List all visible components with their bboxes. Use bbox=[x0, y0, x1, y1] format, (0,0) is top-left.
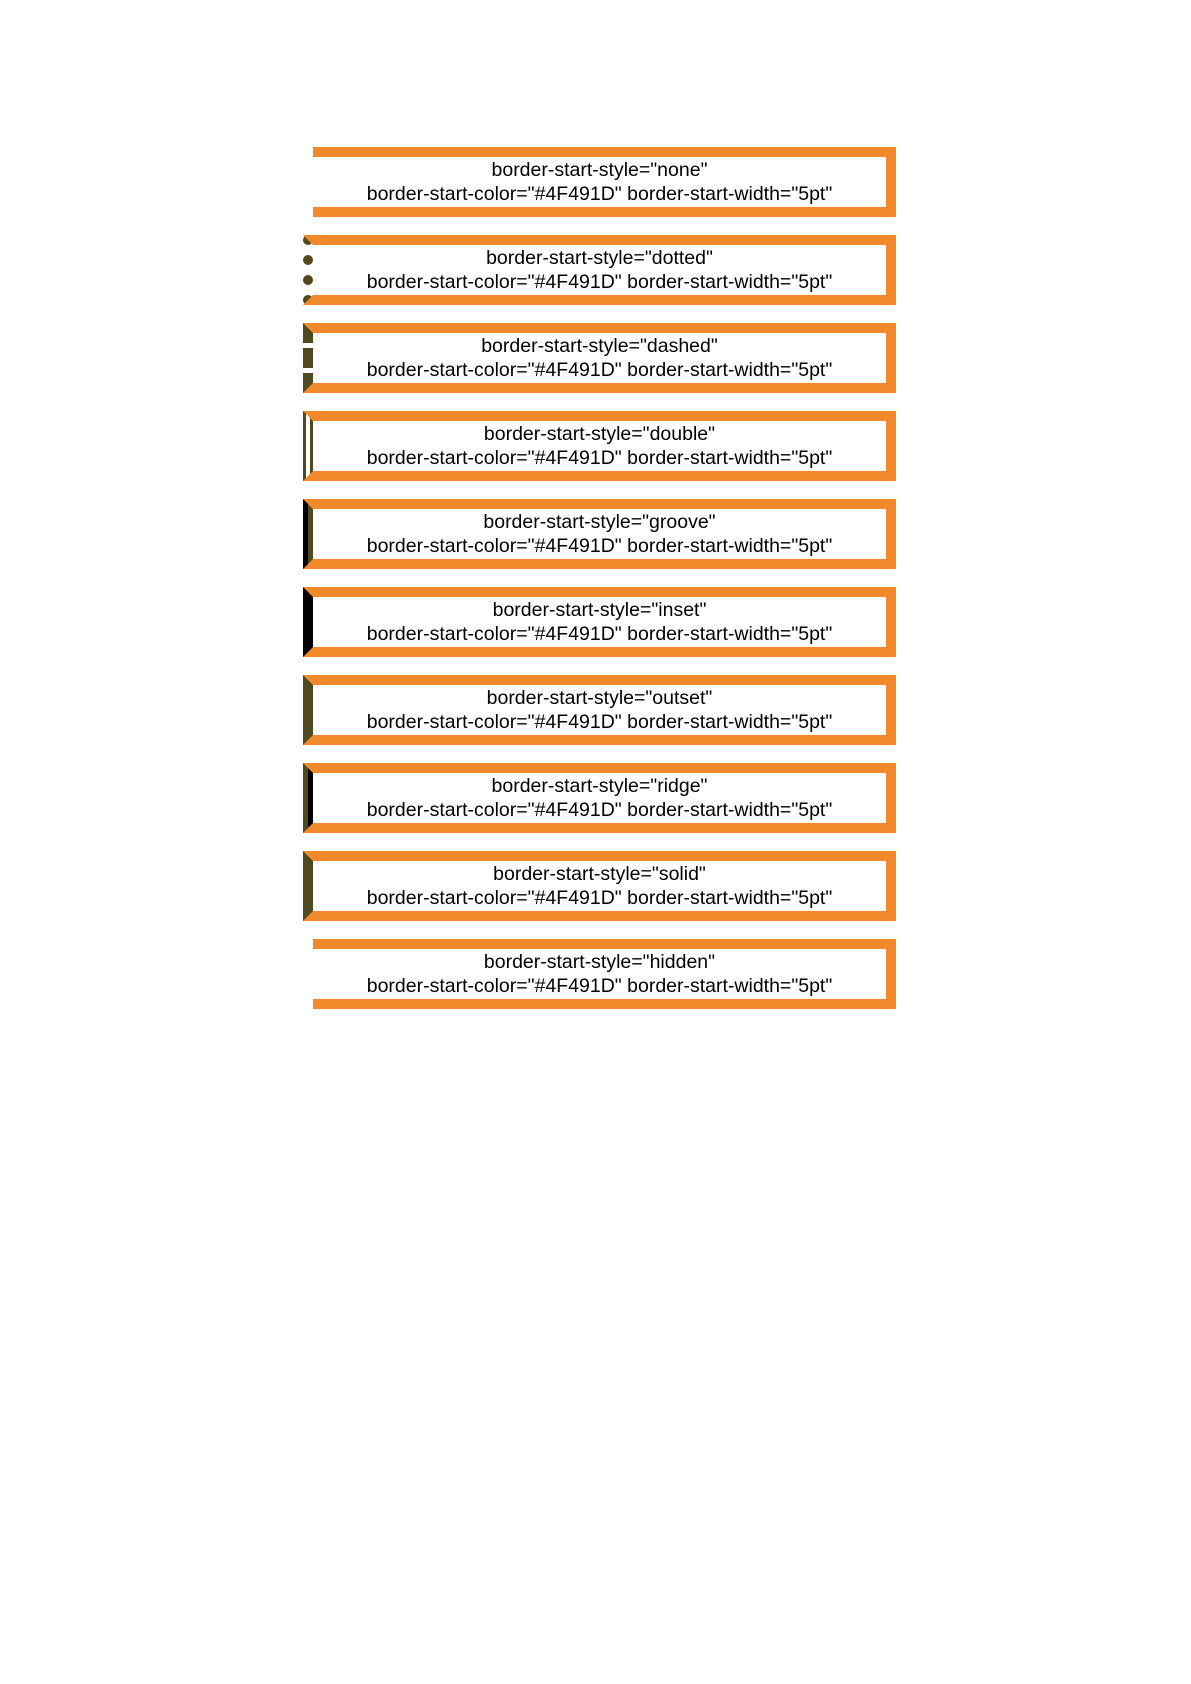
border-style-line: border-start-style="none" bbox=[491, 159, 708, 181]
border-box-solid bbox=[303, 851, 896, 921]
border-style-line: border-start-style="groove" bbox=[483, 511, 716, 533]
border-style-line: border-start-style="dashed" bbox=[481, 335, 718, 357]
border-style-line: border-start-style="dotted" bbox=[486, 247, 713, 269]
border-style-line: border-start-style="hidden" bbox=[483, 951, 716, 973]
border-color-width-line: border-start-color="#4F491D" border-start-width="5pt" bbox=[366, 975, 833, 997]
border-box-double bbox=[303, 411, 896, 481]
border-style-line: border-start-style="solid" bbox=[493, 863, 706, 885]
border-box-none bbox=[313, 147, 896, 217]
border-box-groove bbox=[303, 499, 896, 569]
border-color-width-line: border-start-color="#4F491D" border-start-width="5pt" bbox=[366, 359, 833, 381]
border-color-width-line: border-start-color="#4F491D" border-start-width="5pt" bbox=[366, 887, 833, 909]
border-style-line: border-start-style="outset" bbox=[486, 687, 713, 709]
border-box-hidden bbox=[313, 939, 896, 1009]
border-style-line: border-start-style="inset" bbox=[492, 599, 707, 621]
border-color-width-line: border-start-color="#4F491D" border-start-width="5pt" bbox=[366, 183, 833, 205]
border-box-inset bbox=[303, 587, 896, 657]
border-box-ridge bbox=[303, 763, 896, 833]
border-box-outset bbox=[303, 675, 896, 745]
border-color-width-line: border-start-color="#4F491D" border-start-width="5pt" bbox=[366, 623, 833, 645]
border-color-width-line: border-start-color="#4F491D" border-start-width="5pt" bbox=[366, 535, 833, 557]
border-box-dotted bbox=[303, 235, 896, 305]
border-style-line: border-start-style="ridge" bbox=[491, 775, 708, 797]
border-style-examples bbox=[303, 147, 896, 1027]
border-color-width-line: border-start-color="#4F491D" border-start-width="5pt" bbox=[366, 447, 833, 469]
border-color-width-line: border-start-color="#4F491D" border-start-width="5pt" bbox=[366, 799, 833, 821]
border-color-width-line: border-start-color="#4F491D" border-start-width="5pt" bbox=[366, 711, 833, 733]
border-box-dashed bbox=[303, 323, 896, 393]
border-style-line: border-start-style="double" bbox=[483, 423, 716, 445]
border-color-width-line: border-start-color="#4F491D" border-start-width="5pt" bbox=[366, 271, 833, 293]
